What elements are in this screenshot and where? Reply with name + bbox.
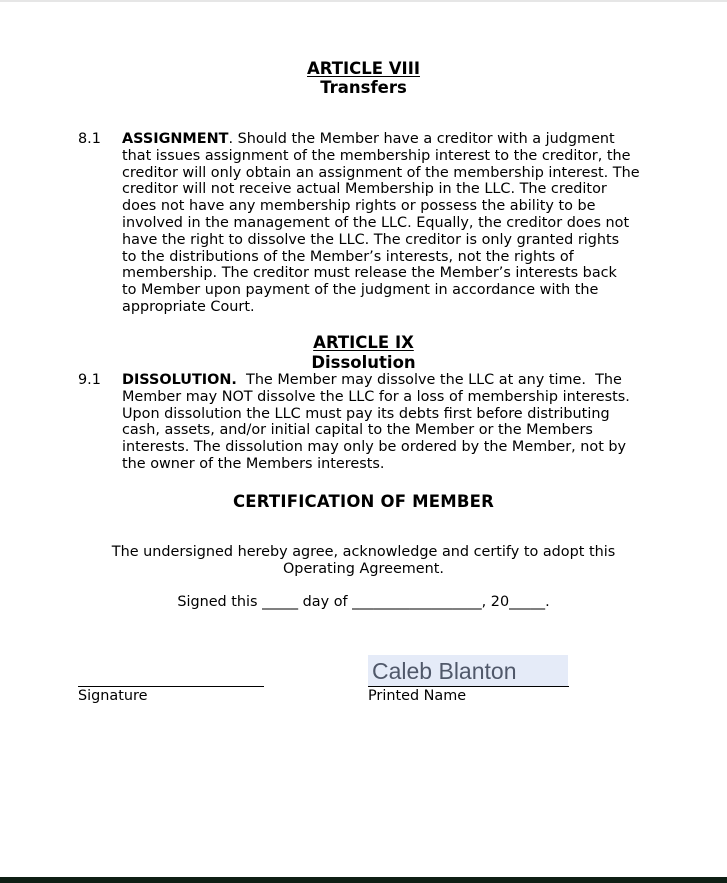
section-body: [122, 131, 646, 316]
section-body: [122, 372, 646, 473]
section-line: involved in the management of the LLC. Equally, the creditor does not: [122, 214, 630, 231]
article-8-heading: [0, 59, 727, 78]
section-line: the owner of the Members interests.: [122, 455, 385, 472]
certification-text-line-2: Operating Agreement.: [282, 561, 445, 577]
section-line: Upon dissolution the LLC must pay its debts first before distributing: [122, 405, 610, 422]
article-9-heading: [0, 333, 727, 352]
section-line: creditor will only obtain an assignment of the membership interest. The: [122, 164, 640, 181]
section-line: [122, 131, 646, 148]
section-text: . Should the Member have a creditor with a judgment: [228, 131, 615, 147]
signature-line[interactable]: [78, 686, 264, 687]
section-line: to Member upon payment of the judgment in accordance with the: [122, 282, 599, 299]
certification-title: CERTIFICATION OF MEMBER: [232, 492, 495, 511]
signature-label: Signature: [78, 688, 148, 704]
bottom-bar: [0, 877, 727, 883]
section-line: to the distributions of the Member’s interests, not the rights of: [122, 248, 574, 265]
section-line: membership. The creditor must release the Member’s interests back: [122, 265, 617, 282]
section-line: [122, 372, 646, 389]
article-9-subheading: Dissolution: [311, 353, 416, 372]
section-line: cash, assets, and/or initial capital to the Member or the Members: [122, 422, 593, 439]
section-line: interests. The dissolution may only be ordered by the Member, not by: [122, 439, 627, 456]
section-text: The Member may dissolve the LLC at any time. The: [236, 372, 622, 388]
section-line: does not have any membership rights or possess the ability to be: [122, 198, 596, 215]
article-8-title: ARTICLE VIII: [307, 59, 420, 78]
printed-name-label: Printed Name: [368, 688, 467, 704]
section-number: 8.1: [78, 131, 101, 147]
section-line: that issues assignment of the membership interest to the creditor, the: [122, 147, 631, 164]
signed-date-line: Signed this _____ day of __________________, 20_____.: [177, 594, 550, 610]
section-line: appropriate Court.: [122, 298, 255, 315]
section-title: DISSOLUTION.: [122, 372, 237, 388]
section-line: creditor will not receive actual Membership in the LLC. The creditor: [122, 181, 607, 198]
certification-text-line-1: The undersigned hereby agree, acknowledge and certify to adopt this: [111, 544, 616, 560]
article-8-subheading: Transfers: [320, 78, 407, 97]
article-9-title: ARTICLE IX: [313, 333, 414, 352]
section-number: 9.1: [78, 372, 101, 388]
section-title: ASSIGNMENT: [122, 131, 229, 147]
printed-name-line: [368, 686, 569, 687]
section-line: have the right to dissolve the LLC. The creditor is only granted rights: [122, 231, 620, 248]
printed-name-field[interactable]: Caleb Blanton: [368, 655, 568, 686]
section-line: Member may NOT dissolve the LLC for a loss of membership interests.: [122, 388, 630, 405]
